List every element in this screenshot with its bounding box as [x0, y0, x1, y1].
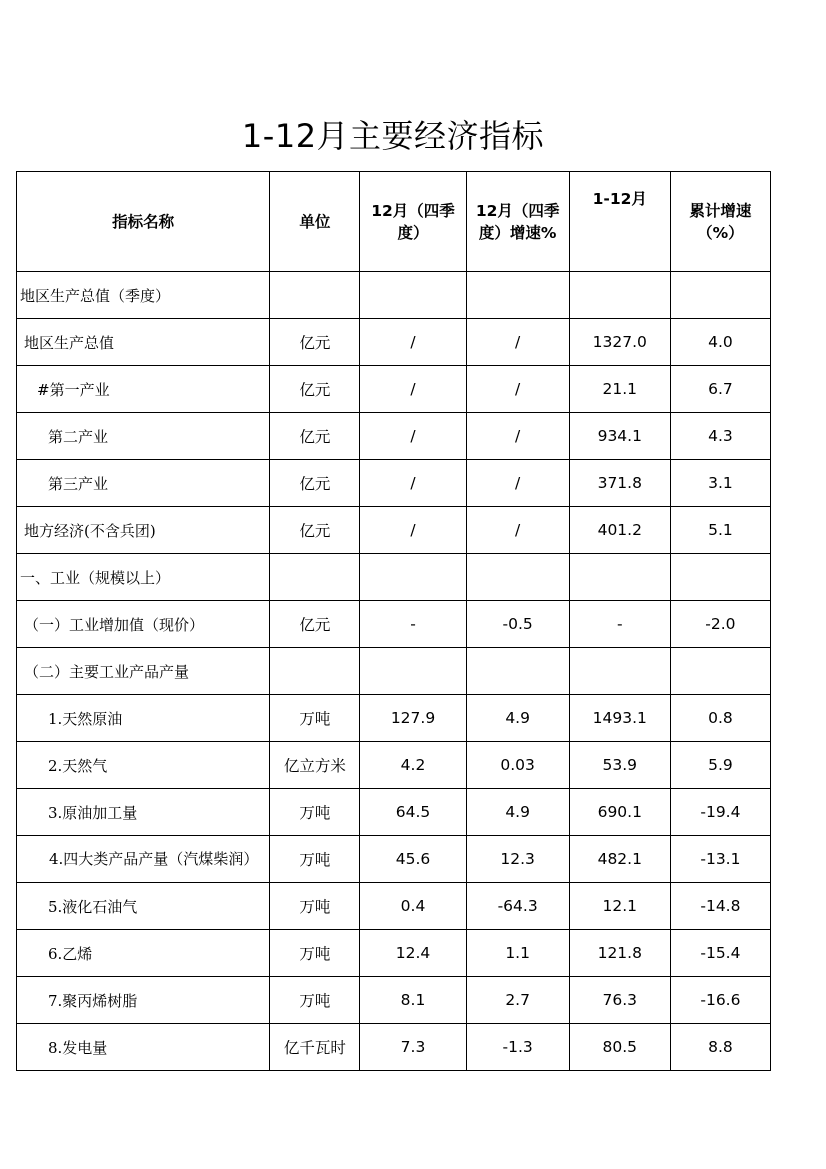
header-unit: 单位 — [270, 172, 360, 272]
row-month: 64.5 — [360, 789, 466, 836]
row-month-growth — [466, 554, 569, 601]
row-cumulative-growth: 4.0 — [670, 319, 770, 366]
row-month-growth: 4.9 — [466, 695, 569, 742]
row-cumulative-growth: 4.3 — [670, 413, 770, 460]
table-row — [17, 1024, 771, 1071]
table-row — [17, 272, 771, 319]
row-name: 8.发电量 — [17, 1024, 270, 1071]
row-unit: 亿立方米 — [270, 742, 360, 789]
header-cumulative: 1-12月 — [569, 172, 670, 272]
row-month: / — [360, 507, 466, 554]
row-month-growth: -1.3 — [466, 1024, 569, 1071]
row-unit: 万吨 — [270, 977, 360, 1024]
row-month: 127.9 — [360, 695, 466, 742]
table-row — [17, 648, 771, 695]
row-cumulative-growth: 0.8 — [670, 695, 770, 742]
table-row — [17, 460, 771, 507]
row-unit: 万吨 — [270, 695, 360, 742]
table-row — [17, 836, 771, 883]
row-cumulative — [569, 554, 670, 601]
row-unit: 亿元 — [270, 366, 360, 413]
row-month: 4.2 — [360, 742, 466, 789]
row-name: 2.天然气 — [17, 742, 270, 789]
row-month: 0.4 — [360, 883, 466, 930]
row-unit: 亿元 — [270, 507, 360, 554]
row-cumulative: 1327.0 — [569, 319, 670, 366]
row-cumulative: 1493.1 — [569, 695, 670, 742]
row-cumulative: - — [569, 601, 670, 648]
row-name: 地区生产总值（季度） — [17, 272, 270, 319]
row-cumulative: 76.3 — [569, 977, 670, 1024]
row-cumulative-growth: 8.8 — [670, 1024, 770, 1071]
row-unit: 亿元 — [270, 319, 360, 366]
row-unit: 亿千瓦时 — [270, 1024, 360, 1071]
header-cumulative-growth: 累计增速（%） — [670, 172, 770, 272]
table-row — [17, 695, 771, 742]
table-row — [17, 930, 771, 977]
row-cumulative: 371.8 — [569, 460, 670, 507]
row-month-growth: / — [466, 413, 569, 460]
row-month: 12.4 — [360, 930, 466, 977]
row-cumulative: 482.1 — [569, 836, 670, 883]
row-cumulative-growth: -2.0 — [670, 601, 770, 648]
row-name: 第二产业 — [17, 413, 270, 460]
row-cumulative-growth: -16.6 — [670, 977, 770, 1024]
row-unit — [270, 272, 360, 319]
row-month-growth: / — [466, 366, 569, 413]
row-month-growth: / — [466, 507, 569, 554]
row-cumulative: 80.5 — [569, 1024, 670, 1071]
table-row — [17, 883, 771, 930]
row-month-growth: 2.7 — [466, 977, 569, 1024]
row-month-growth: 1.1 — [466, 930, 569, 977]
row-cumulative-growth: 6.7 — [670, 366, 770, 413]
table-header-row — [17, 172, 771, 272]
table-row — [17, 507, 771, 554]
table-row — [17, 742, 771, 789]
table-row — [17, 601, 771, 648]
row-month-growth: 0.03 — [466, 742, 569, 789]
row-unit: 亿元 — [270, 460, 360, 507]
row-name: 1.天然原油 — [17, 695, 270, 742]
row-month: / — [360, 366, 466, 413]
row-unit: 万吨 — [270, 883, 360, 930]
row-month-growth: 12.3 — [466, 836, 569, 883]
table-row — [17, 319, 771, 366]
indicator-table — [16, 171, 771, 1071]
row-name: 地方经济(不含兵团) — [17, 507, 270, 554]
row-cumulative: 934.1 — [569, 413, 670, 460]
header-name: 指标名称 — [17, 172, 270, 272]
row-month: - — [360, 601, 466, 648]
row-cumulative-growth — [670, 272, 770, 319]
row-month: / — [360, 460, 466, 507]
row-name: 一、工业（规模以上） — [17, 554, 270, 601]
row-name: 3.原油加工量 — [17, 789, 270, 836]
row-month — [360, 272, 466, 319]
row-unit: 万吨 — [270, 836, 360, 883]
row-unit — [270, 648, 360, 695]
row-month-growth: 4.9 — [466, 789, 569, 836]
row-name: 5.液化石油气 — [17, 883, 270, 930]
row-cumulative-growth: -14.8 — [670, 883, 770, 930]
row-cumulative-growth: -13.1 — [670, 836, 770, 883]
row-name: 4.四大类产品产量（汽煤柴润） — [17, 836, 270, 883]
row-name: 第三产业 — [17, 460, 270, 507]
table-row — [17, 554, 771, 601]
row-unit — [270, 554, 360, 601]
header-month: 12月（四季度） — [360, 172, 466, 272]
row-cumulative-growth — [670, 554, 770, 601]
row-cumulative: 53.9 — [569, 742, 670, 789]
row-cumulative: 401.2 — [569, 507, 670, 554]
row-cumulative-growth: -15.4 — [670, 930, 770, 977]
table-row — [17, 977, 771, 1024]
row-unit: 亿元 — [270, 601, 360, 648]
page-title: 1-12月主要经济指标 — [241, 117, 545, 155]
row-month-growth — [466, 648, 569, 695]
row-cumulative-growth — [670, 648, 770, 695]
row-cumulative — [569, 648, 670, 695]
row-name: #第一产业 — [17, 366, 270, 413]
row-cumulative: 690.1 — [569, 789, 670, 836]
row-name: （一）工业增加值（现价） — [17, 601, 270, 648]
row-name: 7.聚丙烯树脂 — [17, 977, 270, 1024]
row-cumulative: 121.8 — [569, 930, 670, 977]
row-month-growth: -0.5 — [466, 601, 569, 648]
row-month-growth — [466, 272, 569, 319]
row-month: 45.6 — [360, 836, 466, 883]
row-cumulative-growth: -19.4 — [670, 789, 770, 836]
row-cumulative-growth: 3.1 — [670, 460, 770, 507]
row-month: / — [360, 413, 466, 460]
row-name: 地区生产总值 — [17, 319, 270, 366]
header-month-growth: 12月（四季度）增速% — [466, 172, 569, 272]
row-month-growth: / — [466, 460, 569, 507]
table-row — [17, 413, 771, 460]
row-cumulative: 12.1 — [569, 883, 670, 930]
row-name: 6.乙烯 — [17, 930, 270, 977]
row-month: 7.3 — [360, 1024, 466, 1071]
row-cumulative — [569, 272, 670, 319]
row-month — [360, 648, 466, 695]
table-row — [17, 366, 771, 413]
row-cumulative: 21.1 — [569, 366, 670, 413]
row-month: / — [360, 319, 466, 366]
row-unit: 亿元 — [270, 413, 360, 460]
row-month — [360, 554, 466, 601]
row-month-growth: / — [466, 319, 569, 366]
row-name: （二）主要工业产品产量 — [17, 648, 270, 695]
row-month-growth: -64.3 — [466, 883, 569, 930]
row-cumulative-growth: 5.9 — [670, 742, 770, 789]
table-row — [17, 789, 771, 836]
row-month: 8.1 — [360, 977, 466, 1024]
row-unit: 万吨 — [270, 789, 360, 836]
row-unit: 万吨 — [270, 930, 360, 977]
row-cumulative-growth: 5.1 — [670, 507, 770, 554]
